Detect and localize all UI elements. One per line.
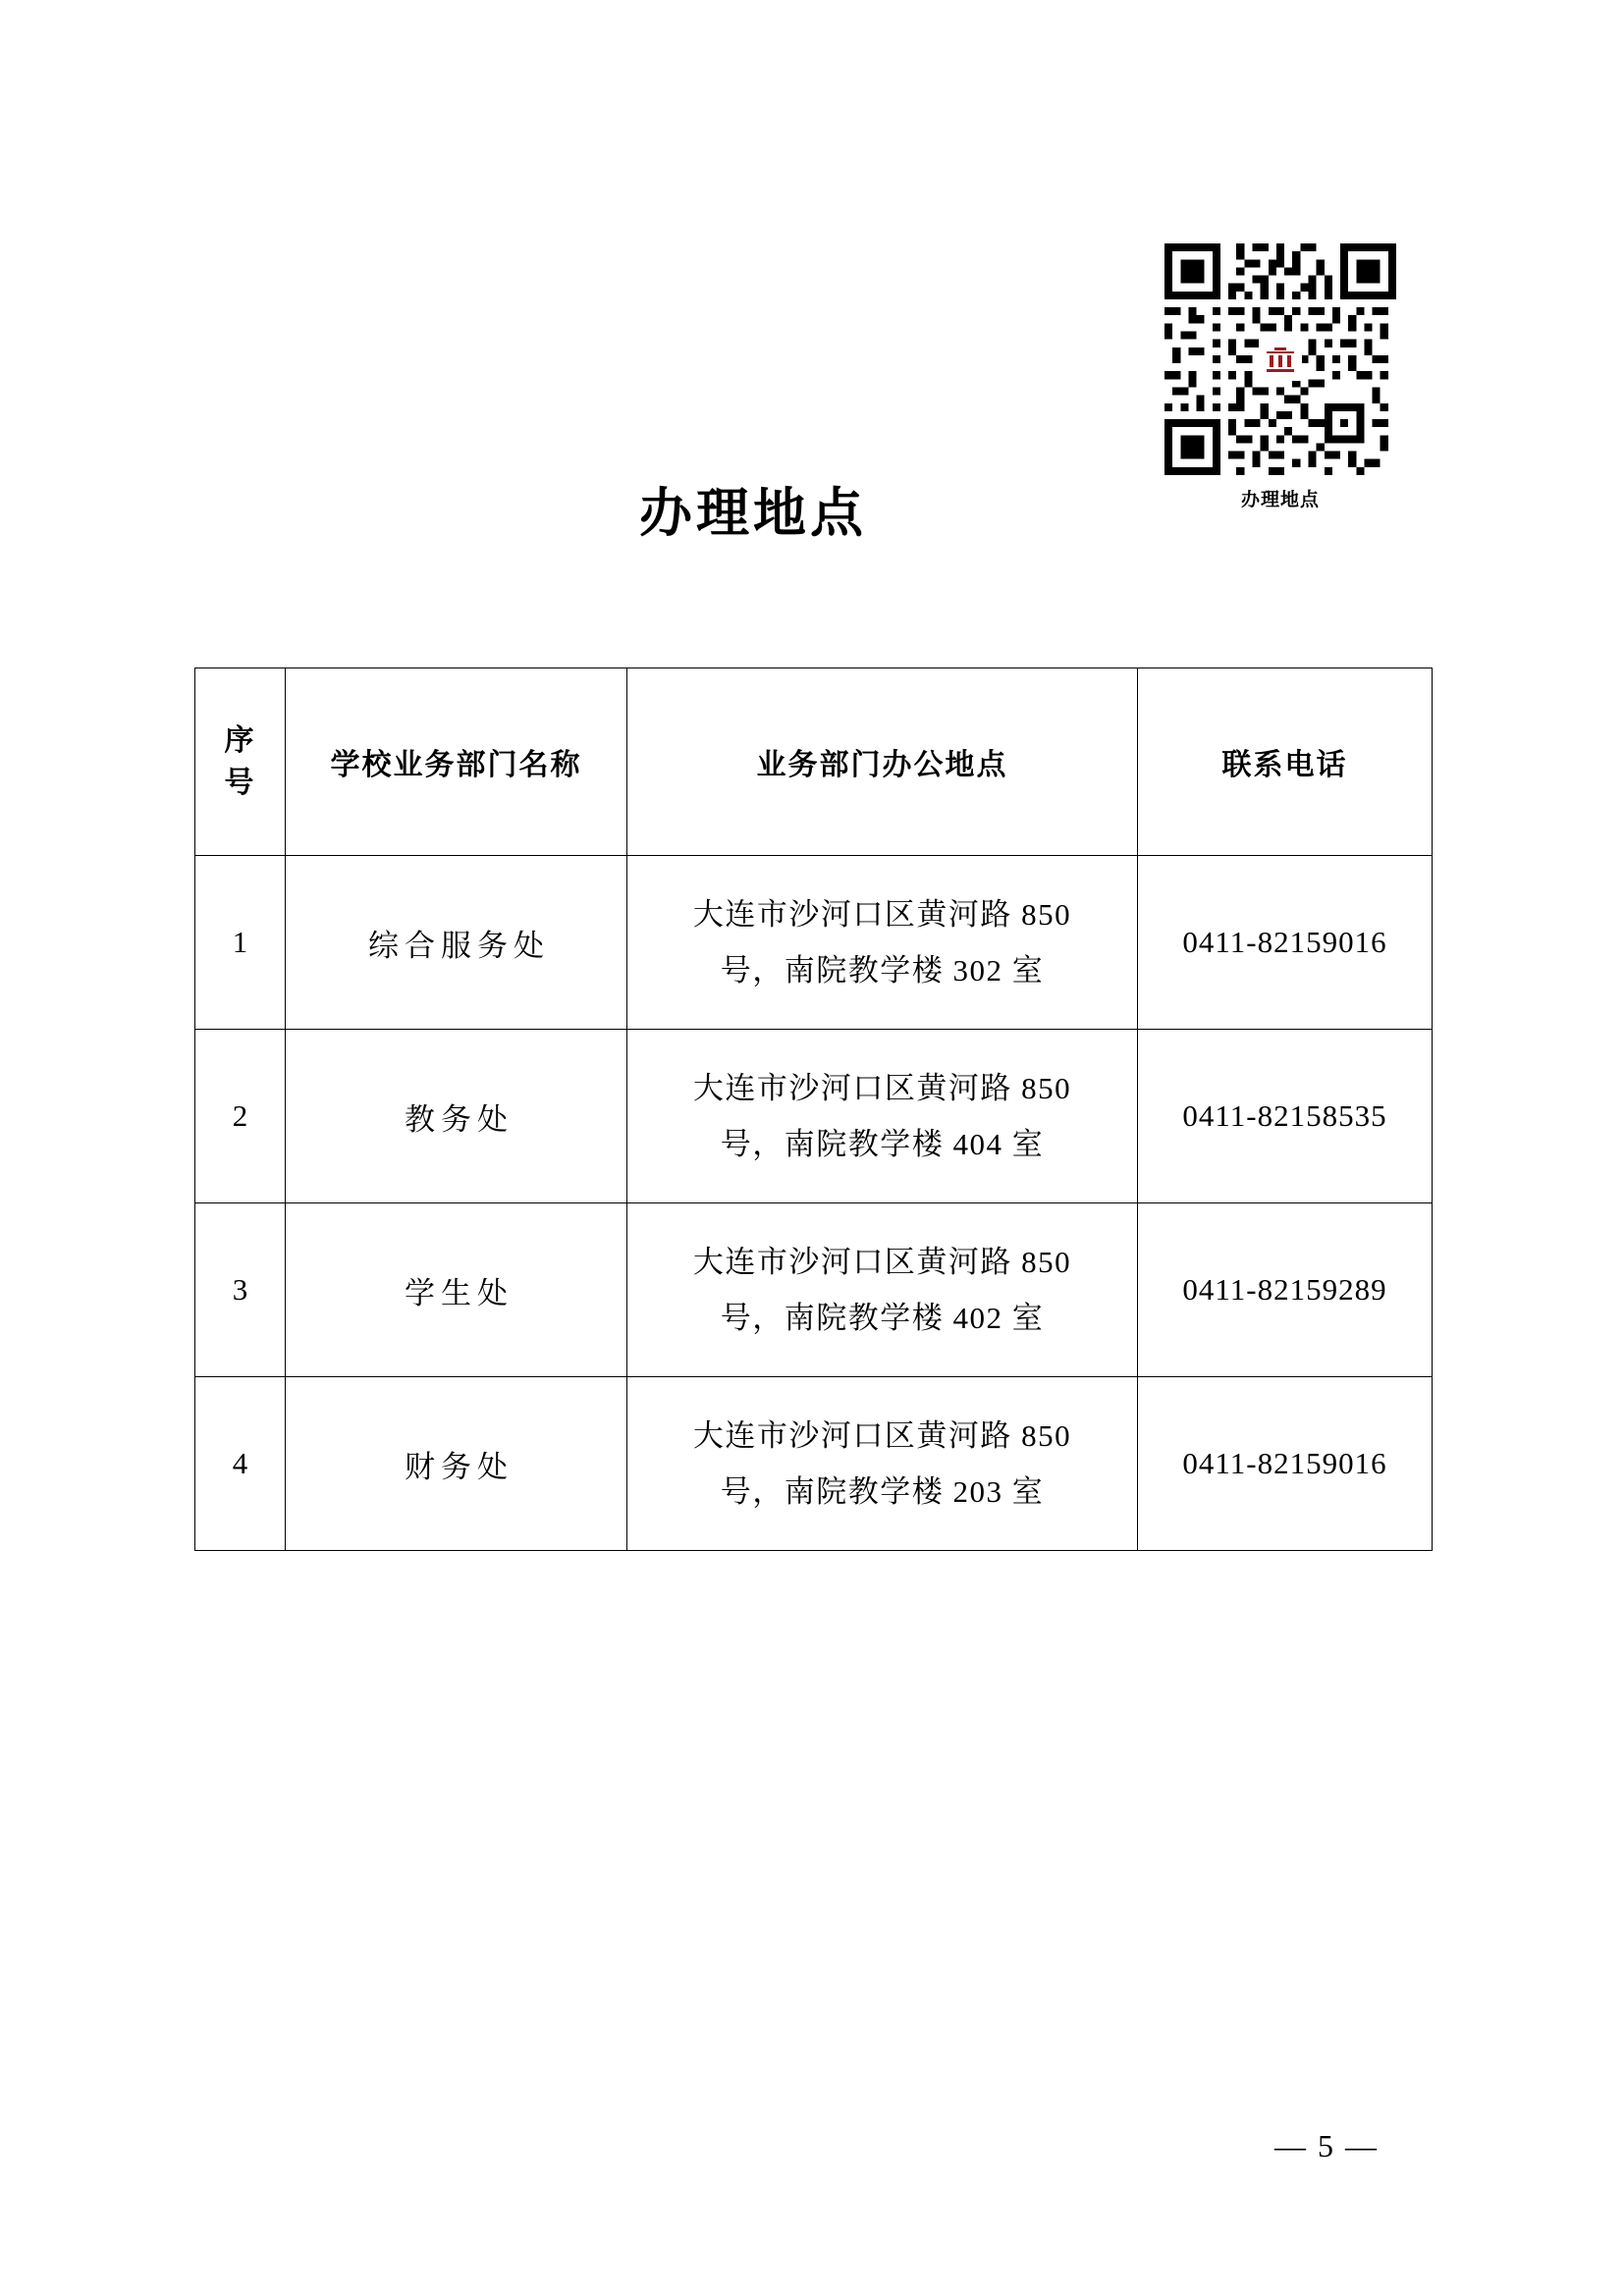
table-row: [195, 1377, 1433, 1551]
address-line-2: 号，南院教学楼 203 室: [720, 1474, 1045, 1509]
qr-caption: 办理地点: [1240, 490, 1320, 510]
address-line-1: 大连市沙河口区黄河路 850: [692, 1244, 1072, 1279]
page-title-text: 办理地点: [639, 484, 867, 543]
column-header-phone: 联系电话: [1138, 668, 1433, 856]
page-title: [0, 471, 1624, 547]
page-number: — 5 —: [1274, 2128, 1379, 2163]
column-header-no: 序 号: [195, 668, 286, 856]
address-line-1: 大连市沙河口区黄河路 850: [692, 1417, 1072, 1453]
address-line-1: 大连市沙河口区黄河路 850: [692, 896, 1072, 932]
cell-phone: 0411-82159016: [1138, 1377, 1433, 1551]
qr-code-icon[interactable]: [1164, 243, 1396, 475]
school-seal-icon: [1259, 338, 1302, 381]
cell-department: 综合服务处: [286, 856, 627, 1030]
column-header-address: 业务部门办公地点: [627, 668, 1138, 856]
cell-phone: 0411-82159016: [1138, 856, 1433, 1030]
cell-address: [627, 1030, 1138, 1203]
address-line-2: 号，南院教学楼 302 室: [720, 953, 1045, 988]
cell-department: 教务处: [286, 1030, 627, 1203]
cell-phone: 0411-82158535: [1138, 1030, 1433, 1203]
cell-address: [627, 856, 1138, 1030]
table-row: [195, 1203, 1433, 1377]
cell-address: [627, 1377, 1138, 1551]
cell-department: 财务处: [286, 1377, 627, 1551]
address-line-2: 号，南院教学楼 404 室: [720, 1127, 1045, 1161]
address-line-2: 号，南院教学楼 402 室: [720, 1301, 1045, 1335]
column-header-department: 学校业务部门名称: [286, 668, 627, 856]
table-header-row: [195, 668, 1433, 856]
cell-no: 4: [195, 1377, 286, 1551]
cell-no: 1: [195, 856, 286, 1030]
cell-no: 3: [195, 1203, 286, 1377]
table-row: [195, 1030, 1433, 1203]
cell-no: 2: [195, 1030, 286, 1203]
office-locations-table: [194, 667, 1432, 1551]
cell-address: [627, 1203, 1138, 1377]
table-row: [195, 856, 1433, 1030]
address-line-1: 大连市沙河口区黄河路 850: [692, 1070, 1072, 1105]
cell-department: 学生处: [286, 1203, 627, 1377]
cell-phone: 0411-82159289: [1138, 1203, 1433, 1377]
